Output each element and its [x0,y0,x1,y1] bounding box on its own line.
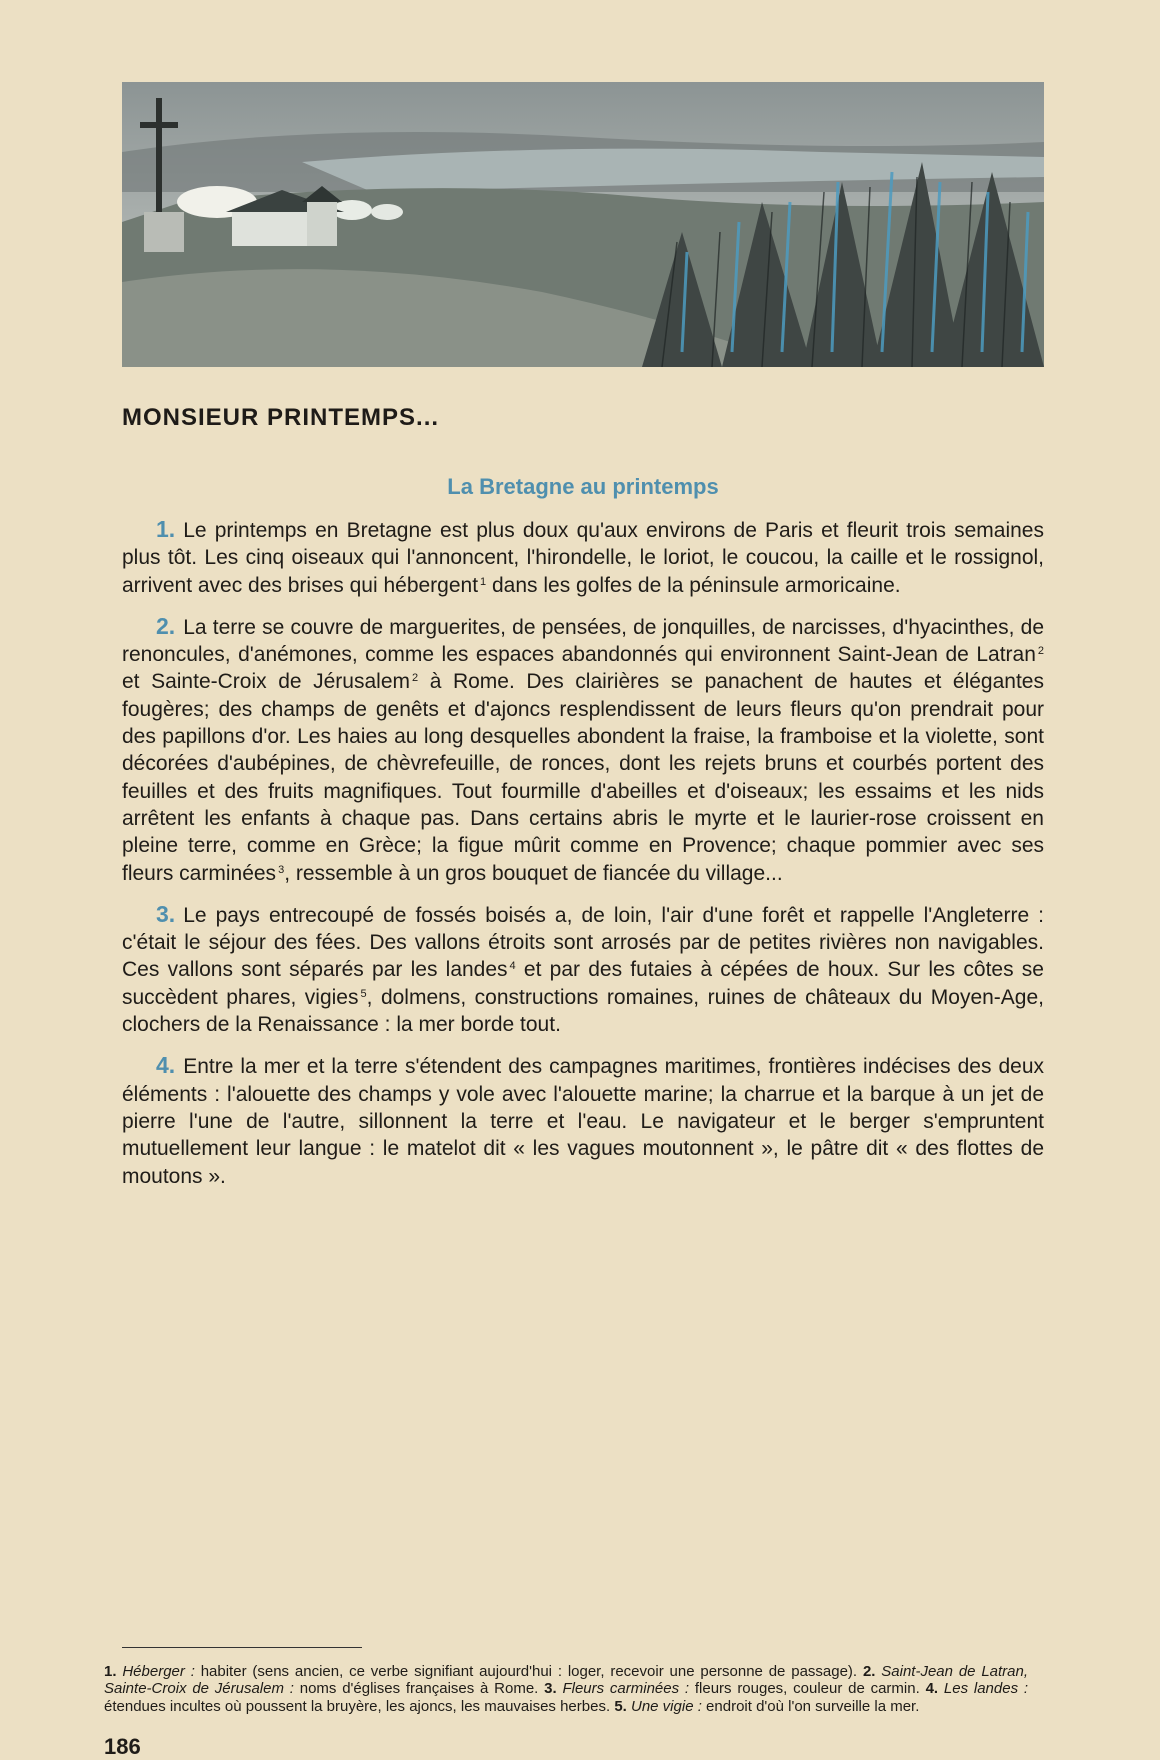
footnote-separator [122,1647,362,1648]
paragraph-1 [122,516,1044,599]
note-definition: endroit d'où l'on surveille la mer. [701,1697,920,1715]
paragraph-text: à Rome. Des clairières se panachent de hautes et élégantes fougères; des champs de genêts et d'ajoncs resplendissent de leurs fleurs qu'on prendrait pour des papillons d'or. Les haies au long desquelles abondent la fraise, la framboise et la violette, sont décorées d'aubépines, de chèvrefeuille, de ronces, dont les rejets bruns et courbés portent des feuilles et des fruits magnifiques. Tout fourmille d'abeilles et d'oiseaux; les essaims et les nids arrêtent les enfants à chaque pas. Dans certains abris le myrte et le laurier-rose croissent en pleine terre, comme en Grèce; la figue mûrit comme en Provence; chaque pommier avec ses fleurs carminées [122,670,1044,885]
paragraph-text: et Sainte-Croix de Jérusalem [122,670,410,694]
paragraph-number: 1. [156,516,176,542]
note-term: Une vigie : [631,1697,702,1715]
chapter-title: MONSIEUR PRINTEMPS... [122,404,440,431]
note-number: 1. [104,1663,117,1680]
note-definition: noms d'églises françaises à Rome. [293,1680,539,1698]
note-definition: fleurs rouges, couleur de carmin. [689,1680,920,1698]
paragraph-3 [122,901,1044,1038]
note-term: Fleurs carminées : [562,1680,690,1698]
text-title: La Bretagne au printemps [447,474,719,499]
note-number: 3. [544,1680,557,1698]
paragraph-text: dans les golfes de la péninsule armoricaine. [486,573,901,597]
landscape-illustration [122,82,1044,367]
footnote-ref: 3 [278,863,285,876]
note-term: Les landes : [943,1680,1029,1698]
note-definition: habiter (sens ancien, ce verbe signifiant aujourd'hui : loger, recevoir une personne de passage). [194,1663,858,1680]
body-text [122,516,1044,1204]
paragraph-text: Entre la mer et la terre s'étendent des campagnes maritimes, frontières indécises des deux éléments : l'alouette des champs y vole avec l'alouette marine; la charrue et la barque à un jet de pierre l'une de l'autre, sillonnent la terre et l'eau. Le navigateur et le berger s'empruntent mutuellement leur langue : le matelot dit « les vagues moutonnent », le pâtre dit « des flottes de moutons ». [122,1055,1044,1188]
footnote-ref: 1 [480,575,487,588]
paragraph-text: Le printemps en Bretagne est plus doux qu'aux environs de Paris et fleurit trois semaines plus tôt. Les cinq oiseaux qui l'annoncent, l'hirondelle, le loriot, le coucou, la caille et le rossignol, arrivent avec des brises qui hébergent [122,519,1044,597]
paragraph-4 [122,1052,1044,1189]
footnote-ref: 2 [1037,645,1044,658]
note-number: 2. [862,1663,876,1680]
note-number: 5. [614,1697,627,1715]
note-number: 4. [925,1680,939,1698]
paragraph-2 [122,613,1044,887]
footnote-ref: 4 [509,960,516,973]
paragraph-number: 4. [156,1052,176,1079]
paragraph-text: et par des futaies à cépées de houx. Sur les côtes se succèdent phares, vigies [122,958,1044,1009]
breton-landscape-illustration [122,82,1044,367]
note-definition: étendues incultes où poussent la bruyère, les ajoncs, les mauvaises herbes. [104,1697,611,1715]
footnote-ref: 5 [360,987,367,1000]
footnotes [104,1663,1028,1715]
page-number: 186 [104,1734,141,1759]
paragraph-text: , dolmens, constructions romaines, ruines de châteaux du Moyen-Age, clochers de la Renaissance : la mer borde tout. [122,985,1044,1037]
paragraph-number: 2. [156,612,176,639]
paragraph-text: Le pays entrecoupé de fossés boisés a, de loin, l'air d'une forêt et rappelle l'Angleterre : c'était le séjour des fées. Des vallons étroits sont arrosés par de petites rivières non navigables. Ces vallons sont séparés par les landes [122,903,1044,982]
note-term: Saint-Jean de Latran, Sainte-Croix de Jérusalem : [104,1663,1029,1698]
paragraph-text: La terre se couvre de marguerites, de pensées, de jonquilles, de narcisses, d'hyacinthes, de renoncules, d'anémones, comme les espaces abandonnés qui environnent Saint-Jean de Latran [122,615,1044,667]
paragraph-text: , ressemble à un gros bouquet de fiancée du village... [284,861,783,885]
paragraph-number: 3. [156,900,176,927]
footnote-ref: 2 [412,672,419,685]
note-term: Héberger : [122,1663,195,1680]
